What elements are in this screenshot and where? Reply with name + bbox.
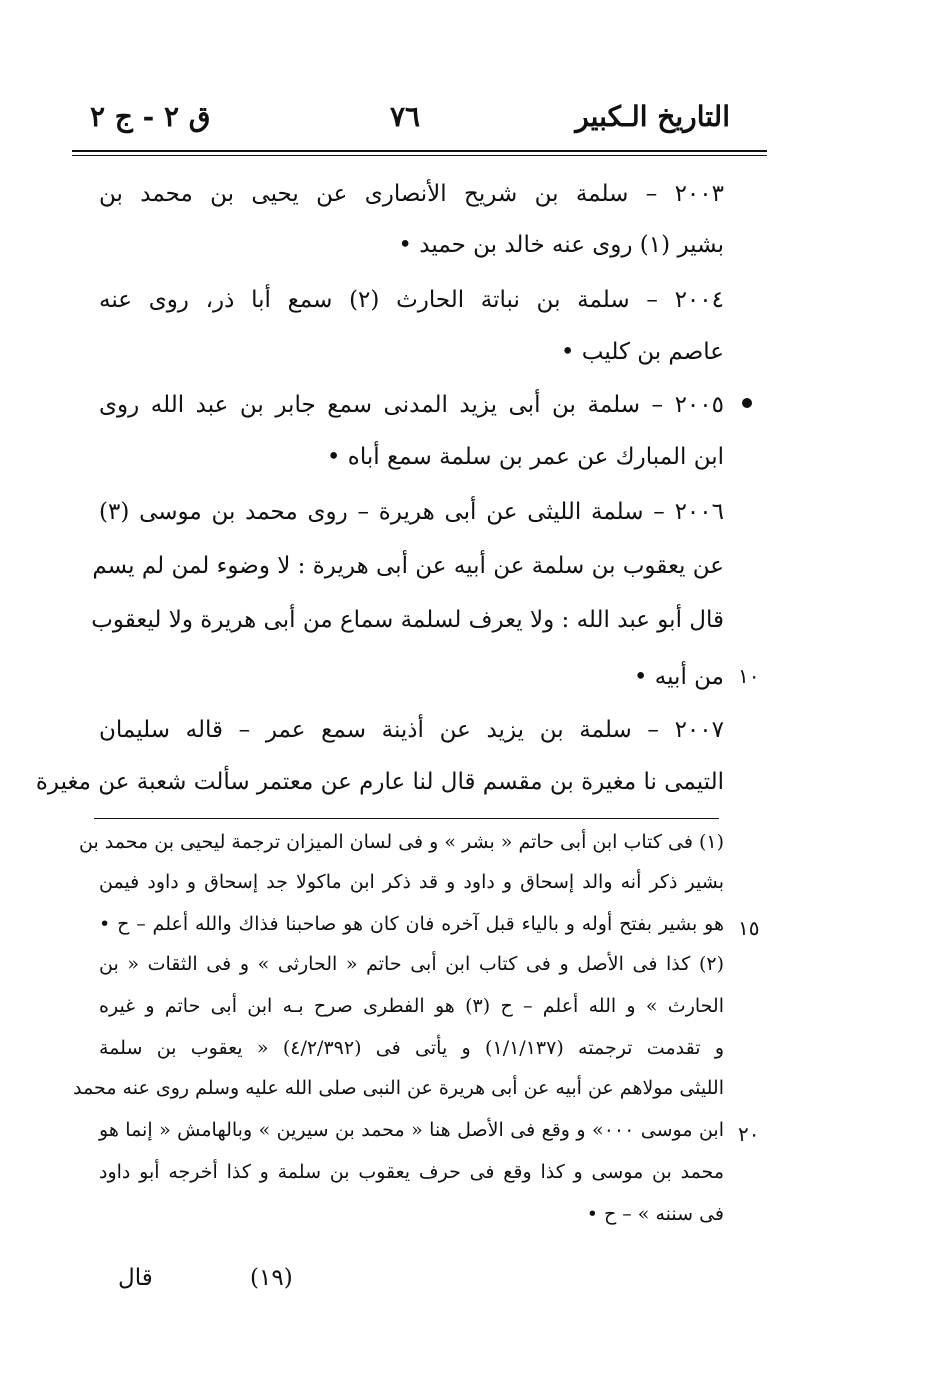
margin-bullet — [742, 398, 752, 408]
footnote-line: فى سننه » – ح • — [586, 1203, 724, 1225]
main-line: ٢٠٠٥ – سلمة بن أبى يزيد المدنى سمع جابر بن عبد الله روى — [99, 392, 724, 418]
header-rule-thin — [72, 155, 767, 156]
page-header — [90, 100, 730, 150]
footnote-line: بشير ذكر أنه والد إسحاق و داود و قد ذكر ابن ماكولا جد إسحاق و داود فيمن — [99, 871, 724, 893]
catchword: قال — [118, 1265, 153, 1291]
signature-mark: (١٩) — [250, 1265, 293, 1291]
main-line: قال أبو عبد الله : ولا يعرف لسلمة سماع من أبى هريرة ولا ليعقوب — [91, 607, 724, 633]
main-line: ٢٠٠٦ – سلمة الليثى عن أبى هريرة – روى محمد بن موسى (٣) — [99, 499, 724, 525]
footnote-line: محمد بن موسى و كذا وقع فى حرف يعقوب بن سلمة و كذا أخرجه أبو داود — [99, 1161, 724, 1183]
main-line: ٢٠٠٧ – سلمة بن يزيد عن أذينة سمع عمر – قاله سليمان — [99, 717, 724, 743]
line-number: ١٠ — [738, 664, 760, 688]
footnote-line: (٢) كذا فى الأصل و فى كتاب ابن أبى حاتم « الحارثى » و فى الثقات « بن — [99, 953, 724, 975]
main-line: التيمى نا مغيرة بن مقسم قال لنا عارم عن معتمر سألت شعبة عن مغيرة — [35, 769, 724, 795]
footnote-rule — [94, 818, 719, 819]
page-number: ٧٦ — [390, 100, 421, 133]
book-title: التاريخ الـكبير — [575, 100, 730, 133]
line-number: ٢٠ — [738, 1122, 760, 1146]
footnote-line: (١) فى كتاب ابن أبى حاتم « بشر » و فى لسان الميزان ترجمة ليحيى بن محمد بن — [79, 831, 724, 853]
footnote-line: و تقدمت ترجمته (١/١/١٣٧) و يأتى فى (٤/٢/٣٩٢) « يعقوب بن سلمة — [99, 1037, 724, 1059]
header-rule — [72, 150, 767, 152]
main-line: ٢٠٠٣ – سلمة بن شريح الأنصارى عن يحيى بن محمد بن — [99, 181, 724, 207]
volume-label: ق ٢ - ج ٢ — [90, 100, 211, 133]
main-line: عاصم بن كليب • — [560, 339, 724, 365]
main-line: بشير (١) روى عنه خالد بن حميد • — [398, 232, 724, 258]
main-line: من أبيه • — [633, 664, 724, 690]
main-line: ابن المبارك عن عمر بن سلمة سمع أباه • — [326, 444, 724, 470]
footnote-line: الحارث » و الله أعلم – ح (٣) هو الفطرى صرح بـه ابن أبى حاتم و غيره — [99, 995, 724, 1017]
footnote-line: الليثى مولاهم عن أبيه عن أبى هريرة عن النبى صلى الله عليه وسلم روى عنه محمد — [73, 1077, 724, 1099]
main-line: عن يعقوب بن سلمة عن أبيه عن أبى هريرة : لا وضوء لمن لم يسم — [92, 553, 724, 579]
footnote-line: هو بشير بفتح أوله و بالياء قبل آخره فان كان هو صاحبنا فذاك والله أعلم – ح • — [99, 913, 724, 935]
footnote-line: ابن موسى ٠٠٠» و وقع فى الأصل هنا « محمد بن سيرين » وبالهامش « إنما هو — [99, 1119, 724, 1141]
line-number: ١٥ — [738, 916, 760, 940]
main-line: ٢٠٠٤ – سلمة بن نباتة الحارث (٢) سمع أبا ذر، روى عنه — [99, 287, 724, 313]
